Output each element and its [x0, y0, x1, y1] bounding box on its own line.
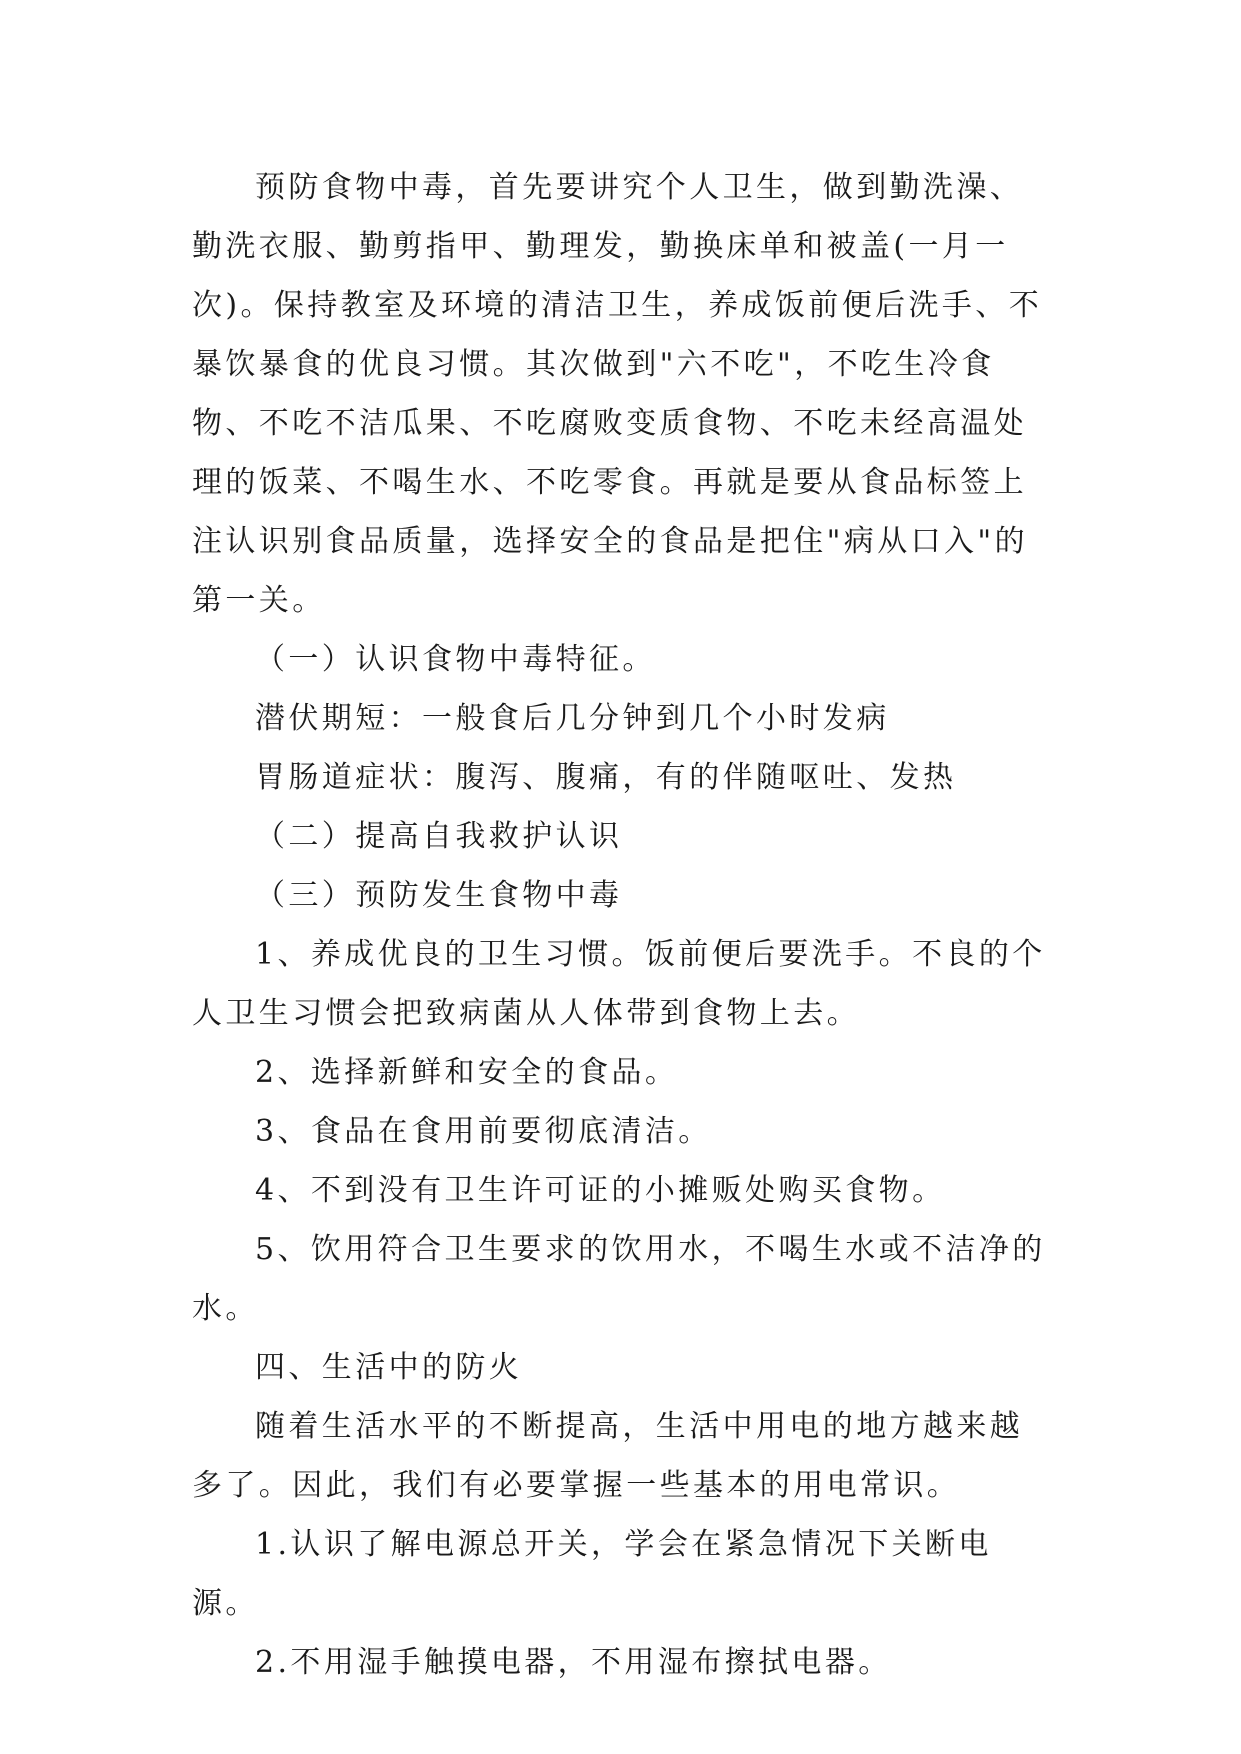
heading-self-rescue: （二）提高自我救护认识: [255, 819, 623, 854]
list-item-licensed-vendors: 4、不到没有卫生许可证的小摊贩处购买食物。: [255, 1173, 946, 1208]
heading-fire-prevention: 四、生活中的防火: [255, 1350, 523, 1385]
document-body: [192, 158, 1052, 1692]
heading-food-poisoning-features: （一）认识食物中毒特征。: [255, 642, 656, 677]
heading-prevention: （三）预防发生食物中毒: [255, 878, 623, 913]
list-item-hygiene-habits: 1、养成优良的卫生习惯。饭前便后要洗手。不良的个人卫生习惯会把致病菌从人体带到食物上去。: [192, 937, 1046, 1031]
paragraph-electricity: 随着生活水平的不断提高，生活中用电的地方越来越多了。因此，我们有必要掌握一些基本的用电常识。: [192, 1409, 1024, 1503]
list-item-fresh-food: 2、选择新鲜和安全的食品。: [255, 1055, 679, 1090]
list-item-safe-water: 5、饮用符合卫生要求的饮用水，不喝生水或不洁净的水。: [192, 1232, 1046, 1326]
list-item-clean-food: 3、食品在食用前要彻底清洁。: [255, 1114, 712, 1149]
list-item-wet-hands: 2.不用湿手触摸电器，不用湿布擦拭电器。: [255, 1645, 892, 1680]
paragraph-incubation: 潜伏期短：一般食后几分钟到几个小时发病: [255, 701, 890, 736]
paragraph-symptoms: 胃肠道症状：腹泻、腹痛，有的伴随呕吐、发热: [255, 760, 957, 795]
list-item-main-switch: 1.认识了解电源总开关，学会在紧急情况下关断电源。: [192, 1527, 992, 1621]
paragraph-food-hygiene: 预防食物中毒，首先要讲究个人卫生，做到勤洗澡、勤洗衣服、勤剪指甲、勤理发，勤换床单和被盖(一月一次)。保持教室及环境的清洁卫生，养成饭前便后洗手、不暴饮暴食的优良习惯。其次做到"六不吃"，不吃生冷食物、不吃不洁瓜果、不吃腐败变质食物、不吃未经高温处理的饭菜、不喝生水、不吃零食。再就是要从食品标签上注认识别食品质量，选择安全的食品是把住"病从口入"的第一关。: [192, 170, 1043, 618]
